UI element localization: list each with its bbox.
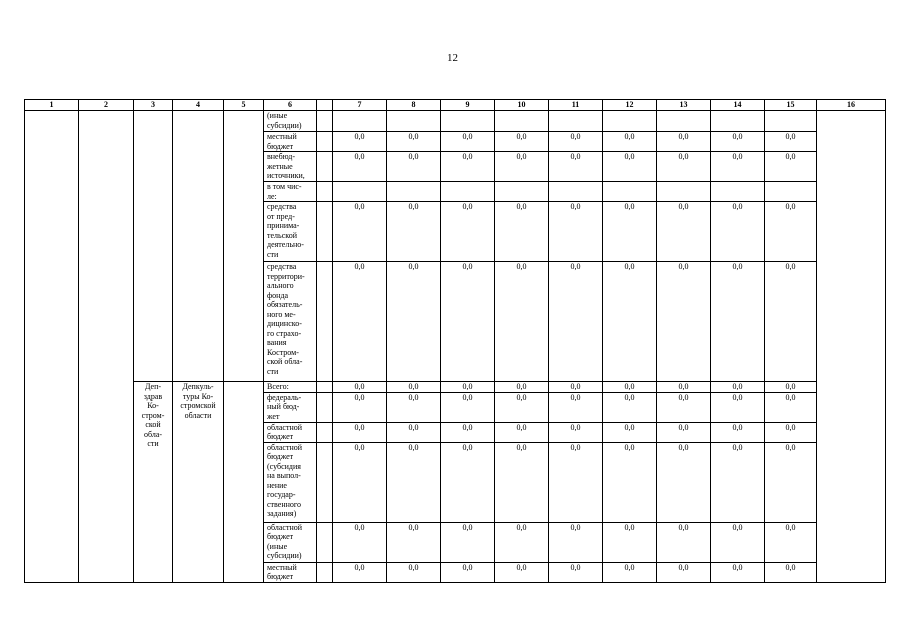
column-header-13: 13 bbox=[657, 100, 711, 111]
value-cell: 0,0 bbox=[657, 132, 711, 152]
value-cell: 0,0 bbox=[711, 382, 765, 393]
row-label: Всего: bbox=[264, 382, 317, 393]
col-4-cell bbox=[173, 111, 224, 382]
spacer-cell bbox=[317, 442, 333, 522]
value-cell: 0,0 bbox=[711, 262, 765, 382]
spacer-cell bbox=[317, 111, 333, 132]
value-cell: 0,0 bbox=[549, 202, 603, 262]
value-cell: 0,0 bbox=[333, 522, 387, 562]
value-cell: 0,0 bbox=[495, 522, 549, 562]
value-cell: 0,0 bbox=[495, 422, 549, 442]
spacer-cell bbox=[317, 522, 333, 562]
value-cell: 0,0 bbox=[495, 202, 549, 262]
value-cell: 0,0 bbox=[387, 152, 441, 182]
value-cell: 0,0 bbox=[765, 202, 817, 262]
value-cell: 0,0 bbox=[495, 132, 549, 152]
value-cell: 0,0 bbox=[549, 562, 603, 582]
row-label: областной бюджет (субсидия на выпол- нение государ- ственного задания) bbox=[264, 442, 317, 522]
spacer-cell bbox=[317, 262, 333, 382]
column-header-16: 16 bbox=[817, 100, 886, 111]
value-cell: 0,0 bbox=[603, 202, 657, 262]
value-cell: 0,0 bbox=[603, 422, 657, 442]
column-header-10: 10 bbox=[495, 100, 549, 111]
row-label: в том чис- ле: bbox=[264, 182, 317, 202]
value-cell: 0,0 bbox=[549, 522, 603, 562]
value-cell: 0,0 bbox=[711, 442, 765, 522]
table-row bbox=[25, 111, 886, 132]
value-cell bbox=[549, 111, 603, 132]
value-cell: 0,0 bbox=[711, 392, 765, 422]
col-5-cell bbox=[224, 111, 264, 382]
value-cell: 0,0 bbox=[495, 442, 549, 522]
org-depkultury: Депкуль- туры Ко- стромской области bbox=[173, 382, 224, 583]
value-cell: 0,0 bbox=[549, 382, 603, 393]
column-header-11: 11 bbox=[549, 100, 603, 111]
value-cell bbox=[549, 182, 603, 202]
value-cell: 0,0 bbox=[333, 392, 387, 422]
value-cell: 0,0 bbox=[603, 262, 657, 382]
value-cell: 0,0 bbox=[549, 132, 603, 152]
value-cell: 0,0 bbox=[495, 562, 549, 582]
value-cell: 0,0 bbox=[333, 262, 387, 382]
value-cell: 0,0 bbox=[603, 152, 657, 182]
value-cell bbox=[387, 111, 441, 132]
value-cell: 0,0 bbox=[603, 392, 657, 422]
value-cell bbox=[333, 111, 387, 132]
col-3-cell bbox=[134, 111, 173, 382]
value-cell: 0,0 bbox=[333, 422, 387, 442]
value-cell: 0,0 bbox=[603, 382, 657, 393]
col-1-cell bbox=[25, 111, 79, 583]
value-cell: 0,0 bbox=[441, 422, 495, 442]
value-cell: 0,0 bbox=[441, 152, 495, 182]
col-5-cell bbox=[224, 382, 264, 583]
value-cell: 0,0 bbox=[765, 522, 817, 562]
value-cell: 0,0 bbox=[765, 382, 817, 393]
value-cell: 0,0 bbox=[549, 262, 603, 382]
value-cell: 0,0 bbox=[441, 202, 495, 262]
value-cell: 0,0 bbox=[765, 442, 817, 522]
column-header-12: 12 bbox=[603, 100, 657, 111]
column-header-7: 7 bbox=[333, 100, 387, 111]
row-label: внебюд- жетные источники, bbox=[264, 152, 317, 182]
column-header-15: 15 bbox=[765, 100, 817, 111]
value-cell: 0,0 bbox=[387, 522, 441, 562]
value-cell: 0,0 bbox=[657, 442, 711, 522]
value-cell: 0,0 bbox=[333, 132, 387, 152]
column-header-blank bbox=[317, 100, 333, 111]
value-cell: 0,0 bbox=[711, 152, 765, 182]
column-header-1: 1 bbox=[25, 100, 79, 111]
value-cell: 0,0 bbox=[549, 442, 603, 522]
row-label: местный бюджет bbox=[264, 132, 317, 152]
value-cell bbox=[387, 182, 441, 202]
value-cell: 0,0 bbox=[495, 382, 549, 393]
row-label: местный бюджет bbox=[264, 562, 317, 582]
col-16-cell bbox=[817, 111, 886, 583]
value-cell: 0,0 bbox=[657, 202, 711, 262]
column-header-3: 3 bbox=[134, 100, 173, 111]
value-cell: 0,0 bbox=[657, 382, 711, 393]
value-cell: 0,0 bbox=[333, 202, 387, 262]
value-cell bbox=[657, 182, 711, 202]
value-cell bbox=[495, 182, 549, 202]
value-cell: 0,0 bbox=[549, 152, 603, 182]
value-cell bbox=[765, 182, 817, 202]
value-cell: 0,0 bbox=[765, 392, 817, 422]
value-cell: 0,0 bbox=[495, 262, 549, 382]
table-row bbox=[25, 382, 886, 393]
value-cell: 0,0 bbox=[603, 562, 657, 582]
column-header-9: 9 bbox=[441, 100, 495, 111]
value-cell bbox=[441, 111, 495, 132]
value-cell: 0,0 bbox=[711, 202, 765, 262]
spacer-cell bbox=[317, 562, 333, 582]
value-cell: 0,0 bbox=[549, 422, 603, 442]
value-cell: 0,0 bbox=[657, 562, 711, 582]
value-cell bbox=[603, 111, 657, 132]
value-cell bbox=[765, 111, 817, 132]
column-header-6: 6 bbox=[264, 100, 317, 111]
value-cell: 0,0 bbox=[711, 562, 765, 582]
value-cell: 0,0 bbox=[441, 132, 495, 152]
value-cell: 0,0 bbox=[387, 442, 441, 522]
row-label: (иные субсидии) bbox=[264, 111, 317, 132]
value-cell: 0,0 bbox=[333, 382, 387, 393]
value-cell bbox=[657, 111, 711, 132]
value-cell: 0,0 bbox=[549, 392, 603, 422]
value-cell: 0,0 bbox=[765, 422, 817, 442]
column-header-4: 4 bbox=[173, 100, 224, 111]
value-cell: 0,0 bbox=[387, 392, 441, 422]
value-cell: 0,0 bbox=[495, 392, 549, 422]
value-cell: 0,0 bbox=[333, 442, 387, 522]
budget-table bbox=[24, 99, 886, 583]
value-cell: 0,0 bbox=[657, 152, 711, 182]
value-cell: 0,0 bbox=[387, 422, 441, 442]
value-cell: 0,0 bbox=[441, 522, 495, 562]
value-cell: 0,0 bbox=[441, 562, 495, 582]
row-label: средства территори- ального фонда обязатель- ного ме- дицинско- го страхо- вания Костром- ской обла- сти bbox=[264, 262, 317, 382]
row-label: областной бюджет bbox=[264, 422, 317, 442]
spacer-cell bbox=[317, 202, 333, 262]
value-cell: 0,0 bbox=[765, 562, 817, 582]
value-cell: 0,0 bbox=[657, 262, 711, 382]
value-cell: 0,0 bbox=[387, 132, 441, 152]
value-cell: 0,0 bbox=[603, 132, 657, 152]
value-cell: 0,0 bbox=[711, 522, 765, 562]
value-cell: 0,0 bbox=[603, 522, 657, 562]
column-header-2: 2 bbox=[79, 100, 134, 111]
org-depzdrav: Деп- здрав Ко- стром- ской обла- сти bbox=[134, 382, 173, 583]
value-cell: 0,0 bbox=[711, 132, 765, 152]
value-cell: 0,0 bbox=[765, 262, 817, 382]
value-cell: 0,0 bbox=[765, 132, 817, 152]
value-cell bbox=[495, 111, 549, 132]
value-cell: 0,0 bbox=[387, 262, 441, 382]
value-cell bbox=[603, 182, 657, 202]
value-cell: 0,0 bbox=[333, 152, 387, 182]
column-header-14: 14 bbox=[711, 100, 765, 111]
row-label: федераль- ный бюд- жет bbox=[264, 392, 317, 422]
value-cell: 0,0 bbox=[603, 442, 657, 522]
page-number: 12 bbox=[447, 52, 458, 64]
spacer-cell bbox=[317, 392, 333, 422]
spacer-cell bbox=[317, 182, 333, 202]
value-cell: 0,0 bbox=[441, 392, 495, 422]
value-cell: 0,0 bbox=[333, 562, 387, 582]
value-cell: 0,0 bbox=[765, 152, 817, 182]
value-cell: 0,0 bbox=[495, 152, 549, 182]
value-cell: 0,0 bbox=[387, 202, 441, 262]
value-cell: 0,0 bbox=[441, 442, 495, 522]
value-cell: 0,0 bbox=[657, 422, 711, 442]
column-header-8: 8 bbox=[387, 100, 441, 111]
spacer-cell bbox=[317, 382, 333, 393]
column-header-5: 5 bbox=[224, 100, 264, 111]
value-cell: 0,0 bbox=[441, 382, 495, 393]
value-cell bbox=[441, 182, 495, 202]
row-label: областной бюджет (иные субсидии) bbox=[264, 522, 317, 562]
value-cell: 0,0 bbox=[657, 522, 711, 562]
value-cell bbox=[333, 182, 387, 202]
spacer-cell bbox=[317, 132, 333, 152]
col-2-cell bbox=[79, 111, 134, 583]
spacer-cell bbox=[317, 422, 333, 442]
column-header-row bbox=[25, 100, 886, 111]
value-cell bbox=[711, 111, 765, 132]
value-cell: 0,0 bbox=[711, 422, 765, 442]
value-cell: 0,0 bbox=[657, 392, 711, 422]
value-cell: 0,0 bbox=[441, 262, 495, 382]
value-cell: 0,0 bbox=[387, 382, 441, 393]
value-cell bbox=[711, 182, 765, 202]
row-label: средства от пред- принима- тельской деятельно- сти bbox=[264, 202, 317, 262]
spacer-cell bbox=[317, 152, 333, 182]
value-cell: 0,0 bbox=[387, 562, 441, 582]
